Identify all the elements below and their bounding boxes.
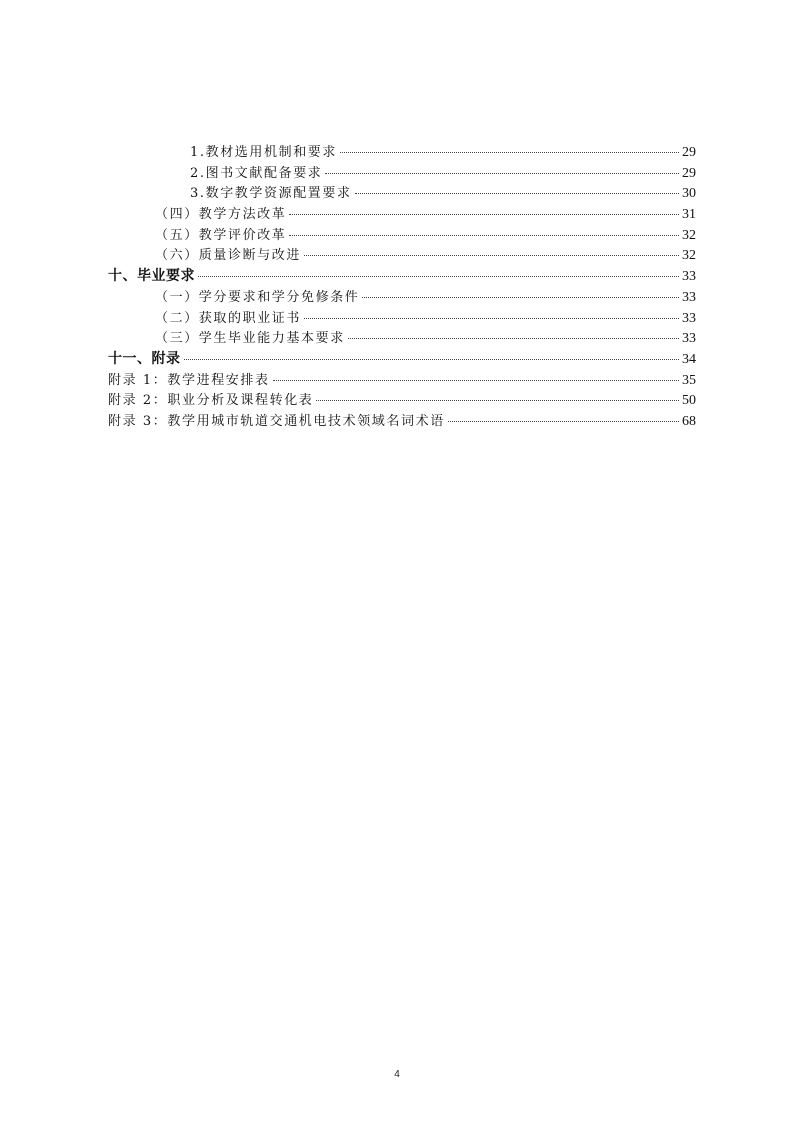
toc-dot-leader bbox=[355, 193, 679, 194]
toc-entry[interactable] bbox=[108, 244, 696, 265]
toc-entry[interactable] bbox=[108, 327, 696, 348]
toc-dot-leader bbox=[198, 276, 679, 277]
toc-dot-leader bbox=[362, 297, 679, 298]
toc-entry-page: 33 bbox=[682, 310, 696, 326]
toc-dot-leader bbox=[289, 214, 679, 215]
toc-entry[interactable] bbox=[108, 224, 696, 245]
toc-entry-title: （一）学分要求和学分免修条件 bbox=[155, 289, 360, 305]
toc-entry-title: （三）学生毕业能力基本要求 bbox=[155, 331, 345, 347]
toc-dot-leader bbox=[340, 152, 679, 153]
toc-dot-leader bbox=[304, 255, 679, 256]
table-of-contents bbox=[108, 141, 696, 431]
toc-dot-leader bbox=[325, 173, 679, 174]
toc-entry-title: 附录 3：教学用城市轨道交通机电技术领域名词术语 bbox=[108, 413, 445, 429]
toc-dot-leader bbox=[448, 421, 679, 422]
toc-dot-leader bbox=[184, 359, 680, 360]
toc-entry[interactable] bbox=[108, 182, 696, 203]
toc-entry-title: （二）获取的职业证书 bbox=[155, 310, 302, 326]
toc-dot-leader bbox=[289, 235, 679, 236]
toc-entry-title: 十一、附录 bbox=[108, 350, 181, 367]
toc-entry-title: 1.教材选用机制和要求 bbox=[190, 145, 338, 160]
toc-entry[interactable] bbox=[108, 307, 696, 328]
toc-entry-page: 30 bbox=[682, 186, 696, 202]
toc-entry-page: 29 bbox=[682, 145, 696, 160]
toc-appendix-entry[interactable] bbox=[108, 369, 696, 390]
toc-appendix-entry[interactable] bbox=[108, 389, 696, 410]
toc-entry-title: 附录 2：职业分析及课程转化表 bbox=[108, 393, 314, 409]
toc-dot-leader bbox=[304, 318, 679, 319]
toc-chapter-entry[interactable] bbox=[108, 265, 696, 286]
toc-entry-page: 31 bbox=[682, 207, 696, 223]
toc-entry-title: 2.图书文献配备要求 bbox=[190, 165, 323, 181]
toc-dot-leader bbox=[273, 380, 679, 381]
toc-entry[interactable] bbox=[108, 286, 696, 307]
toc-entry-title: （五）教学评价改革 bbox=[155, 227, 287, 243]
page-number: 4 bbox=[394, 1069, 400, 1080]
toc-entry-page: 32 bbox=[682, 227, 696, 243]
toc-appendix-entry[interactable] bbox=[108, 410, 696, 431]
toc-entry[interactable] bbox=[108, 203, 696, 224]
toc-entry-title: 3.数字教学资源配置要求 bbox=[190, 186, 352, 202]
toc-entry-page: 50 bbox=[682, 393, 696, 409]
toc-chapter-entry[interactable] bbox=[108, 348, 696, 369]
toc-entry-page: 68 bbox=[682, 413, 696, 429]
toc-entry-page: 35 bbox=[682, 372, 696, 388]
toc-entry-title: 十、毕业要求 bbox=[108, 268, 195, 285]
toc-entry[interactable] bbox=[108, 162, 696, 183]
toc-entry-title: （四）教学方法改革 bbox=[155, 207, 287, 223]
toc-entry[interactable] bbox=[108, 141, 696, 162]
toc-entry-title: （六）质量诊断与改进 bbox=[155, 248, 302, 264]
toc-entry-page: 33 bbox=[682, 269, 696, 285]
toc-dot-leader bbox=[348, 338, 679, 339]
toc-entry-page: 33 bbox=[682, 289, 696, 305]
toc-entry-page: 32 bbox=[682, 248, 696, 264]
toc-dot-leader bbox=[316, 400, 679, 401]
toc-entry-title: 附录 1：教学进程安排表 bbox=[108, 372, 270, 388]
toc-entry-page: 33 bbox=[682, 331, 696, 347]
toc-entry-page: 29 bbox=[682, 165, 696, 181]
toc-entry-page: 34 bbox=[682, 351, 696, 367]
